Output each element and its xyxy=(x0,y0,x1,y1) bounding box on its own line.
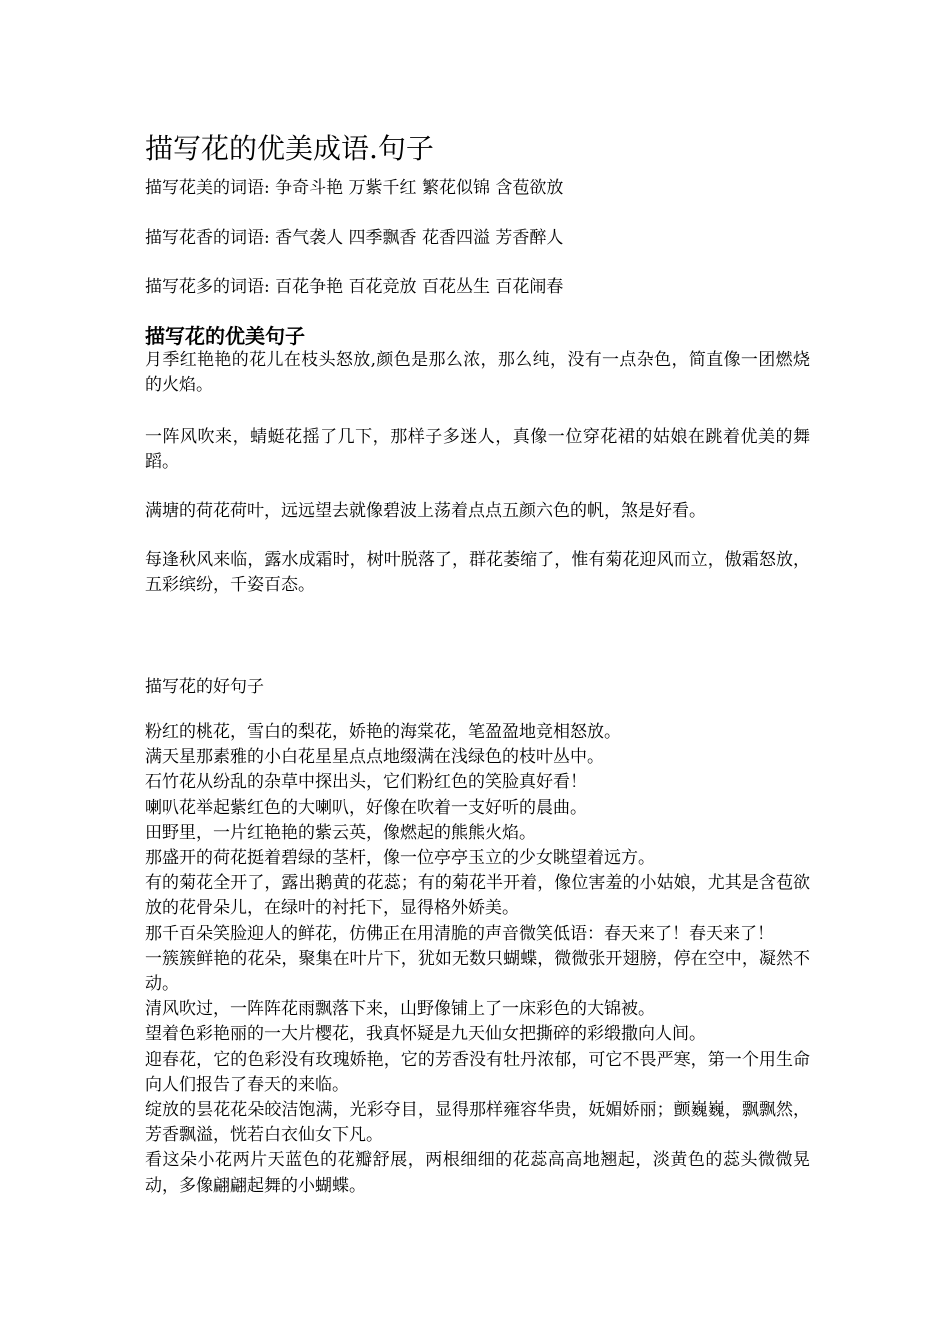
good-sentence: 石竹花从纷乱的杂草中探出头，它们粉红色的笑脸真好看！ xyxy=(145,772,587,793)
beautiful-paragraph: 月季红艳艳的花儿在枝头怒放,颜色是那么浓，那么纯，没有一点杂色，简直像一团燃烧的火焰。 xyxy=(145,350,810,395)
beautiful-paragraph: 满塘的荷花荷叶，远远望去就像碧波上荡着点点五颜六色的帆，煞是好看。 xyxy=(145,501,706,521)
good-sentence: 一簇簇鲜艳的花朵，聚集在叶片下，犹如无数只蝴蝶，微微张开翅膀，停在空中，凝然不动。 xyxy=(145,948,810,995)
good-sentence: 看这朵小花两片天蓝色的花瓣舒展，两根细细的花蕊高高地翘起，淡黄色的蕊头微微晃动，多像翩翩起舞的小蝴蝶。 xyxy=(145,1150,810,1196)
good-sentence: 满天星那素雅的小白花星星点点地缀满在浅绿色的枝叶丛中。 xyxy=(145,747,604,768)
good-sentence: 清风吹过，一阵阵花雨飘落下来，山野像铺上了一床彩色的大锦被。 xyxy=(145,999,655,1020)
beautiful-sentences-heading: 描写花的优美句子 xyxy=(145,324,305,348)
good-sentence: 粉红的桃花，雪白的梨花，娇艳的海棠花，笔盈盈地竞相怒放。 xyxy=(145,722,621,742)
beautiful-paragraph: 每逢秋风来临，露水成霜时，树叶脱落了，群花萎缩了，惟有菊花迎风而立，傲霜怒放，五彩缤纷，千姿百态。 xyxy=(145,550,810,595)
good-sentence: 那千百朵笑脸迎人的鲜花，仿佛正在用清脆的声音微笑低语：春天来了！春天来了！ xyxy=(145,923,774,944)
good-sentence: 那盛开的荷花挺着碧绿的茎杆，像一位亭亭玉立的少女眺望着远方。 xyxy=(145,848,655,869)
good-sentence: 有的菊花全开了，露出鹅黄的花蕊；有的菊花半开着，像位害羞的小姑娘，尤其是含苞欲放的花骨朵儿，在绿叶的衬托下，显得格外娇美。 xyxy=(145,873,810,919)
beautiful-paragraph: 一阵风吹来，蜻蜓花摇了几下，那样子多迷人，真像一位穿花裙的姑娘在跳着优美的舞蹈。 xyxy=(145,427,810,472)
good-sentence: 迎春花，它的色彩没有玫瑰娇艳，它的芳香没有牡丹浓郁，可它不畏严寒，第一个用生命向人们报告了春天的来临。 xyxy=(145,1049,810,1095)
idiom-line-beauty: 描写花美的词语: 争奇斗艳 万紫千红 繁花似锦 含苞欲放 xyxy=(145,178,564,198)
idiom-line-abundance: 描写花多的词语: 百花争艳 百花竞放 百花丛生 百花闹春 xyxy=(145,277,564,297)
document-title: 描写花的优美成语.句子 xyxy=(145,132,434,165)
idiom-line-fragrance: 描写花香的词语: 香气袭人 四季飘香 花香四溢 芳香醉人 xyxy=(145,228,564,248)
good-sentence: 田野里，一片红艳艳的紫云英，像燃起的熊熊火焰。 xyxy=(145,822,536,843)
good-sentence: 喇叭花举起紫红色的大喇叭，好像在吹着一支好听的晨曲。 xyxy=(145,797,587,818)
good-sentences-heading: 描写花的好句子 xyxy=(145,677,264,697)
good-sentence: 绽放的昙花花朵皎洁饱满，光彩夺目，显得那样雍容华贵，妩媚娇丽；颤巍巍，飘飘然，芳香飘溢，恍若白衣仙女下凡。 xyxy=(145,1100,810,1146)
good-sentence: 望着色彩艳丽的一大片樱花，我真怀疑是九天仙女把撕碎的彩缎撒向人间。 xyxy=(145,1024,706,1045)
good-sentences-list xyxy=(145,720,810,1199)
